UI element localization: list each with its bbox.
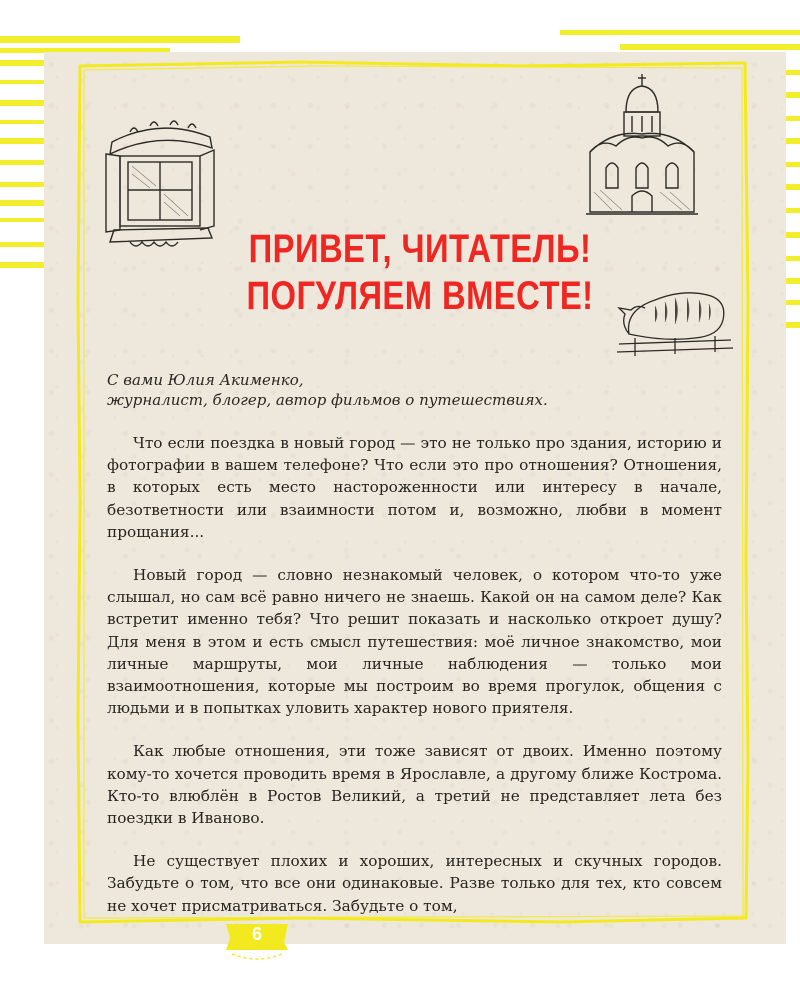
author-line-1: С вами Юлия Акименко, [107, 371, 304, 389]
body-text [107, 432, 722, 938]
author-intro [107, 370, 667, 410]
page-title [215, 226, 625, 320]
page-number-badge [222, 920, 292, 960]
church-sketch [582, 72, 702, 222]
paragraph-4: Не существует плохих и хороших, интересных и скучных городов. Забудьте о том, что все они одинаковые. Разве только для тех, кто совсем не хочет присматриваться. Забудьте о том, [107, 852, 722, 915]
window-frame-sketch [100, 112, 220, 252]
cat-sketch [615, 280, 735, 360]
paragraph-3: Как любые отношения, эти тоже зависят от двоих. Именно поэтому кому-то хочется проводить время в Ярославле, а другому ближе Кострома. Кто-то влюблён в Ростов Великий, а третий не представляет лета без поездки в Иваново. [107, 742, 722, 828]
paragraph-2: Новый город — словно незнакомый человек, о котором что-то уже слышал, но сам всё равно ничего не знаешь. Какой он на самом деле? Как встретит именно тебя? Что решит показать и насколько откроет душу? Для меня в этом и есть смысл путешествия: моё личное знакомство, мои личные маршруты, мои личные наблюдения — только мои взаимоотношения, которые мы построим во время прогулок, общения с людьми и в попытках уловить характер нового приятеля. [107, 566, 722, 718]
title-line-2: ПОГУЛЯЕМ ВМЕСТЕ! [246, 274, 594, 318]
page-number: 6 [251, 924, 262, 944]
author-line-2: журналист, блогер, автор фильмов о путешествиях. [107, 391, 548, 409]
title-line-1: ПРИВЕТ, ЧИТАТЕЛЬ! [248, 227, 592, 271]
paragraph-1: Что если поездка в новый город — это не только про здания, историю и фотографии в вашем телефоне? Что если это про отношения? Отношения, в которых есть место настороженности или интересу в начале, безответности или взаимности потом и, возможно, любви в момент прощания... [107, 434, 722, 541]
